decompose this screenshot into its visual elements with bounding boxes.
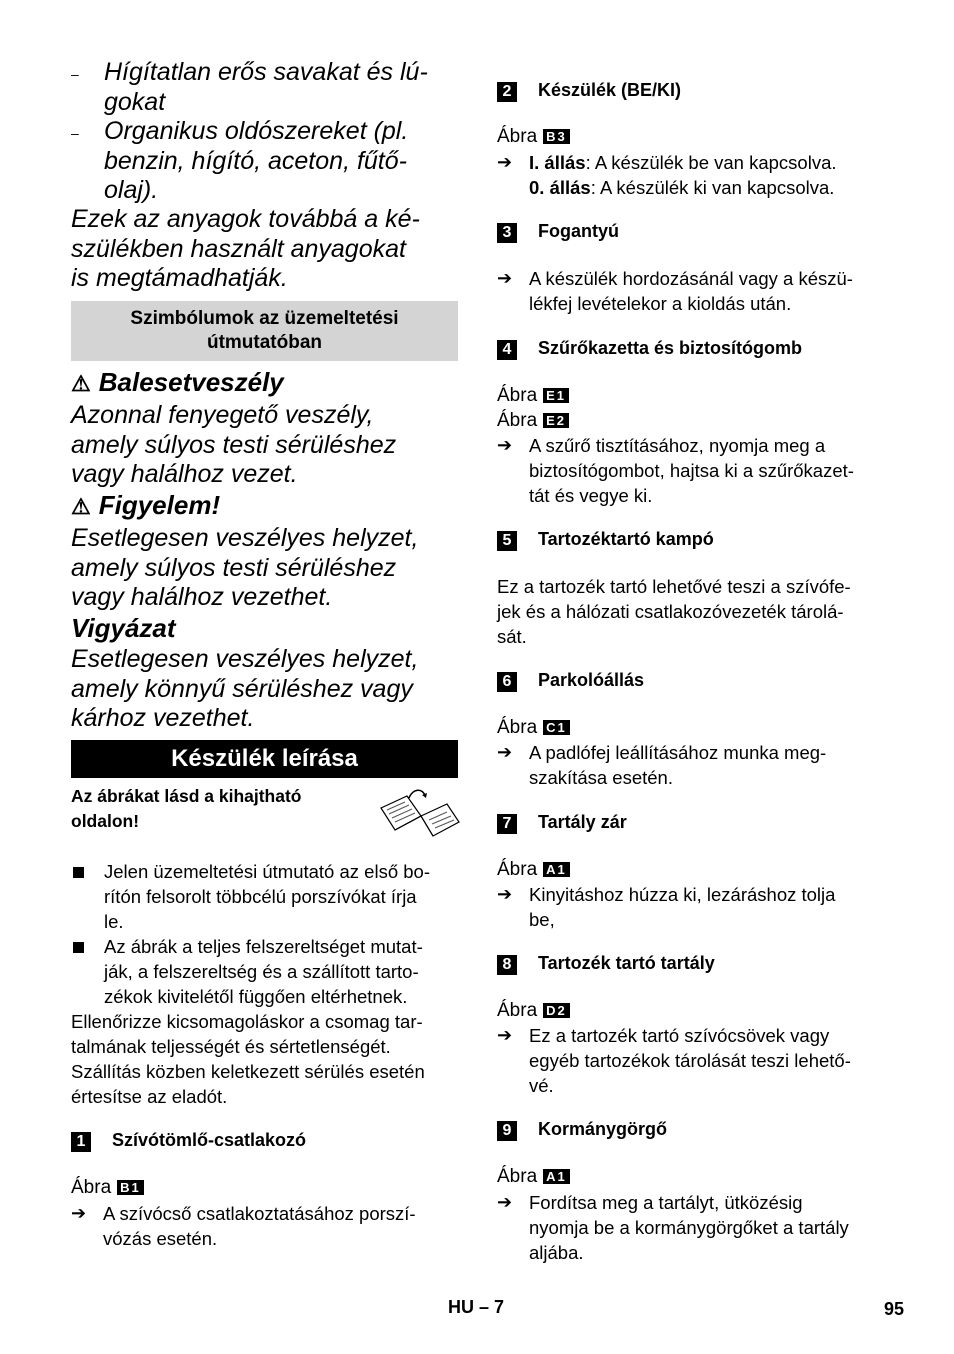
instruction-line: A készülék hordozásánál vagy a készü-: [529, 268, 853, 289]
list-line: rítón felsorolt többcélú porszívókat írja: [104, 886, 417, 907]
paragraph-line: is megtámadhatják.: [71, 264, 288, 292]
state-label: I. állás: [529, 152, 586, 173]
list-line: gokat: [104, 87, 166, 116]
item-heading: [71, 1128, 461, 1153]
item-heading: [497, 336, 887, 361]
instruction-line: nyomja be a kormánygörgőket a tartály: [529, 1217, 849, 1238]
instruction-line: szakítása esetén.: [529, 767, 673, 788]
figure-label: Ábra: [497, 717, 538, 738]
warning-line: amely súlyos testi sérüléshez: [71, 553, 397, 582]
warning-block-caution: [71, 613, 418, 734]
instruction-line: [529, 150, 889, 175]
arrow-right-icon: ➔: [497, 884, 513, 904]
instruction-line: vé.: [529, 1075, 554, 1096]
paragraph-line: Ez a tartozék tartó lehetővé teszi a szívófe-: [497, 576, 851, 597]
figure-ref: [71, 1175, 144, 1200]
list-line: le.: [104, 911, 124, 932]
figure-ref: [497, 998, 570, 1023]
figure-badge: C1: [543, 720, 570, 735]
paragraph-line: Ellenőrizze kicsomagoláskor a csomag tar-: [71, 1011, 423, 1032]
instruction-line: A szűrő tisztításához, nyomja meg a: [529, 435, 826, 456]
note-line: Az ábrákat lásd a kihajtható: [71, 786, 302, 806]
arrow-right-icon: ➔: [497, 742, 513, 762]
item-number: 3: [497, 223, 517, 243]
item-heading: [497, 810, 887, 835]
figure-ref: [497, 1164, 570, 1189]
list-line: zékok kivitelétől függően eltérhetnek.: [104, 986, 408, 1007]
heading-line: Szimbólumok az üzemeltetési: [130, 308, 399, 329]
instruction-line: tát és vegye ki.: [529, 485, 653, 506]
paragraph-line: Ezek az anyagok továbbá a ké-: [71, 205, 420, 233]
list-line: ják, a felszereltség és a szállított tarto-: [104, 961, 419, 982]
item-number: 4: [497, 340, 517, 360]
paragraph: [71, 1009, 471, 1109]
item-title: Tartozék tartó tartály: [538, 953, 715, 973]
item-heading: [497, 668, 887, 693]
list-line: olaj).: [104, 176, 159, 204]
footer-page-number: 95: [884, 1299, 905, 1319]
paragraph-line: talmának teljességét és sértetlenségét.: [71, 1036, 391, 1057]
instruction-line: vózás esetén.: [103, 1228, 218, 1249]
item-title: Kormánygörgő: [538, 1119, 668, 1139]
paragraph-line: jek és a hálózati csatlakozóvezeték tárolá-: [497, 601, 844, 622]
warning-line: Esetlegesen veszélyes helyzet,: [71, 645, 419, 673]
warning-triangle-icon: ⚠: [71, 371, 91, 396]
warning-line: amely könnyű sérüléshez vagy: [71, 674, 413, 703]
arrow-right-icon: ➔: [497, 435, 513, 455]
paragraph-line: értesítse az eladót.: [71, 1086, 228, 1107]
warning-title: Figyelem!: [98, 490, 221, 520]
item-title: Parkolóállás: [538, 670, 645, 690]
figure-ref: [497, 715, 570, 740]
instruction-line: A padlófej leállításához munka meg-: [529, 742, 827, 763]
footer-section-label: HU – 7: [448, 1297, 505, 1317]
figure-badge: B1: [117, 1180, 144, 1195]
device-description-heading: Készülék leírása: [71, 740, 458, 778]
item-number: 8: [497, 955, 517, 975]
square-bullet-icon: [73, 942, 84, 953]
warning-block-danger: [71, 367, 396, 490]
figure-ref: [497, 857, 570, 882]
list-line: benzin, hígító, aceton, fűtő-: [104, 146, 407, 175]
figure-label: Ábra: [497, 385, 538, 406]
paragraph: [71, 205, 420, 294]
warning-line: Azonnal fenyegető veszély,: [71, 401, 374, 429]
instruction-line: [529, 175, 889, 200]
figure-label: Ábra: [497, 859, 538, 880]
warning-line: vagy halálhoz vezet.: [71, 460, 298, 488]
figure-label: Ábra: [497, 1000, 538, 1021]
arrow-right-icon: ➔: [71, 1203, 87, 1223]
figure-ref: [497, 124, 570, 149]
item-heading: [497, 527, 887, 552]
warning-title: Vigyázat: [71, 613, 176, 643]
figure-ref: [497, 408, 569, 433]
figure-badge: E2: [543, 413, 569, 428]
item-title: Tartozéktartó kampó: [538, 529, 714, 549]
instruction-line: lékfej levételekor a kioldás után.: [529, 293, 792, 314]
arrow-right-icon: ➔: [497, 268, 513, 288]
instruction-line: egyéb tartozékok tárolását teszi lehető-: [529, 1050, 851, 1071]
instruction-line: biztosítógombot, hajtsa ki a szűrőkazet-: [529, 460, 854, 481]
item-heading: [497, 951, 887, 976]
item-number: 2: [497, 82, 517, 102]
paragraph: [497, 574, 892, 649]
item-heading: [497, 78, 887, 103]
list-line: Hígítatlan erős savakat és lú-: [104, 58, 428, 86]
instruction-line: Ez a tartozék tartó szívócsövek vagy: [529, 1025, 830, 1046]
figure-badge: B3: [543, 129, 570, 144]
figure-ref: [497, 383, 569, 408]
figure-badge: A1: [543, 1169, 570, 1184]
state-text: : A készülék ki van kapcsolva.: [590, 177, 835, 198]
paragraph-line: sát.: [497, 626, 527, 647]
list-line: Jelen üzemeltetési útmutató az első bo-: [104, 861, 430, 882]
arrow-right-icon: ➔: [497, 152, 513, 172]
warning-line: Esetlegesen veszélyes helyzet,: [71, 524, 419, 552]
dash-bullet: –: [71, 125, 79, 141]
state-text: : A készülék be van kapcsolva.: [585, 152, 837, 173]
warning-triangle-icon: ⚠: [71, 494, 91, 519]
figure-badge: E1: [543, 388, 569, 403]
instruction-line: be,: [529, 909, 555, 930]
warning-block-attention: [71, 490, 418, 613]
warning-line: vagy halálhoz vezethet.: [71, 583, 333, 611]
figure-label: Ábra: [71, 1177, 112, 1198]
heading-line: útmutatóban: [206, 332, 323, 353]
item-heading: [497, 219, 887, 244]
arrow-right-icon: ➔: [497, 1025, 513, 1045]
warning-line: amely súlyos testi sérüléshez: [71, 430, 397, 459]
item-title: Fogantyú: [538, 221, 619, 241]
item-title: Készülék (BE/KI): [538, 80, 682, 100]
state-label: 0. állás: [529, 177, 591, 198]
item-heading: [497, 1117, 887, 1142]
item-number: 5: [497, 531, 517, 551]
figure-label: Ábra: [497, 126, 538, 147]
figure-badge: A1: [543, 862, 570, 877]
paragraph-line: szülékben használt anyagokat: [71, 234, 406, 263]
note-line: oldalon!: [71, 811, 140, 831]
dash-bullet: –: [71, 66, 79, 82]
item-number: 6: [497, 672, 517, 692]
instruction-line: Kinyitáshoz húzza ki, lezáráshoz tolja: [529, 884, 836, 905]
symbols-section-heading: [71, 301, 458, 361]
item-number: 1: [71, 1132, 91, 1152]
figure-label: Ábra: [497, 410, 538, 431]
list-line: Organikus oldószereket (pl.: [104, 117, 409, 145]
list-line: Az ábrák a teljes felszereltséget mutat-: [104, 936, 423, 957]
square-bullet-icon: [73, 867, 84, 878]
see-figures-note: [71, 784, 371, 834]
foldout-book-icon: [379, 786, 461, 840]
instruction-line: aljába.: [529, 1242, 584, 1263]
figure-badge: D2: [543, 1003, 570, 1018]
instruction-line: A szívócső csatlakoztatásához porszí-: [103, 1203, 416, 1224]
arrow-right-icon: ➔: [497, 1192, 513, 1212]
warning-title: Balesetveszély: [98, 367, 284, 397]
warning-line: kárhoz vezethet.: [71, 704, 255, 732]
item-number: 7: [497, 814, 517, 834]
instruction-line: Fordítsa meg a tartályt, ütközésig: [529, 1192, 803, 1213]
item-title: Szívótömlő-csatlakozó: [112, 1130, 307, 1150]
item-title: Szűrőkazetta és biztosítógomb: [538, 338, 803, 358]
figure-label: Ábra: [497, 1166, 538, 1187]
item-number: 9: [497, 1121, 517, 1141]
paragraph-line: Szállítás közben keletkezett sérülés esetén: [71, 1061, 425, 1082]
item-title: Tartály zár: [538, 812, 627, 832]
